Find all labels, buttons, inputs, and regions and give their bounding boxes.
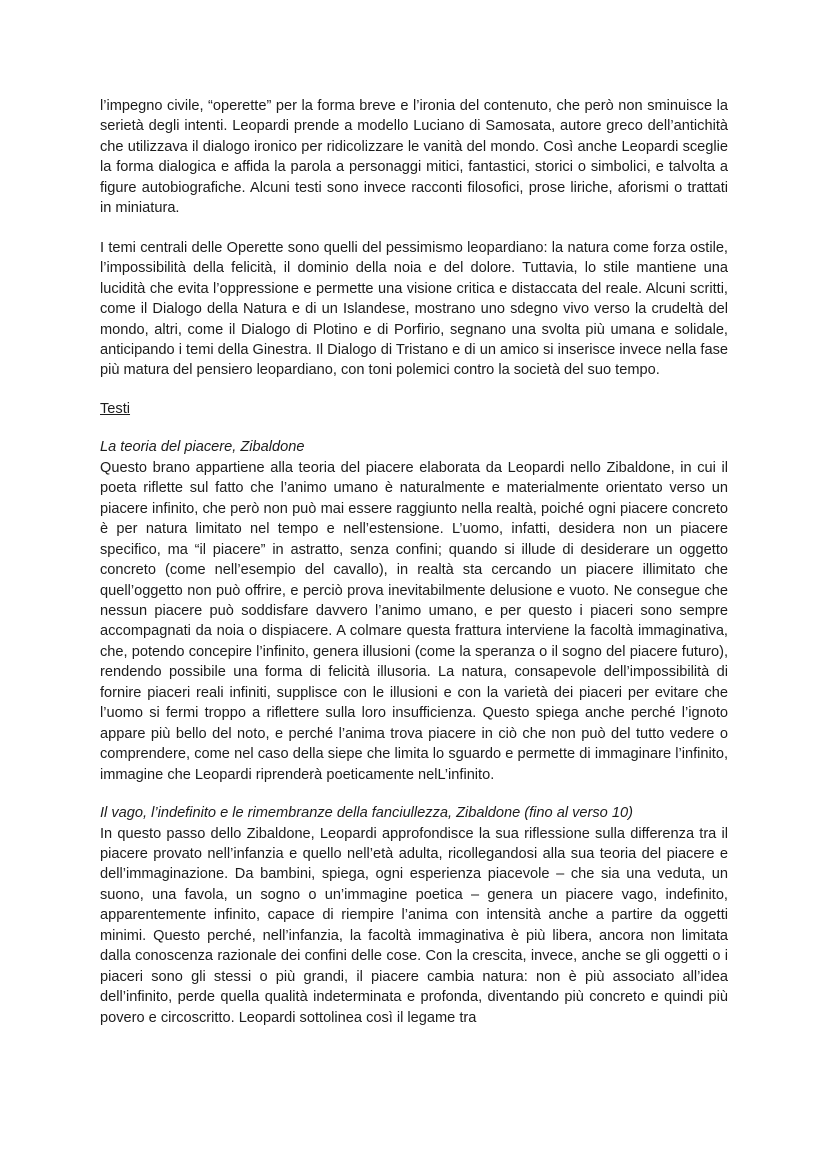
text-title: La teoria del piacere, Zibaldone bbox=[100, 439, 305, 456]
text-body: In questo passo dello Zibaldone, Leopardi approfondisce la sua riflessione sulla differenza tra il piacere provato nell’infanzia e quello nell’età adulta, ricollegandosi alla sua teoria del piacere e dell’immaginazione. Da bambini, spiega, ogni esperienza piacevole – che sia una veduta, un suono, una favola, un sogno o un’immagine poetica – genera un piacere vago, indefinito, apparentemente infinito, capace di riempire l’anima con intensità anche a partire da oggetti minimi. Questo perché, nell’infanzia, la facoltà immaginativa è più libera, ancora non limitata dalla conoscenza razionale dei confini delle cose. Con la crescita, invece, anche se gli oggetti o i piaceri sono gli stessi o più grandi, il piacere cambia natura: non è più associato all’idea dell’infinito, perde quella qualità indeterminata e profonda, diventando più concreto e quindi più povero e circoscritto. Leopardi sottolinea così il legame tra bbox=[100, 825, 728, 1026]
intro-paragraph-2: I temi centrali delle Operette sono quelli del pessimismo leopardiano: la natura come forza ostile, l’impossibilità della felicità, il dominio della noia e del dolore. Tuttavia, lo stile mantiene una lucidità che evita l’oppressione e permette una visione critica e distaccata del reale. Alcuni scritti, come il Dialogo della Natura e di un Islandese, mostrano uno sdegno vivo verso la crudeltà del mondo, altri, come il Dialogo di Plotino e di Porfirio, segnano una svolta più umana e solidale, anticipando i temi della Ginestra. Il Dialogo di Tristano e di un amico si inserisce invece nella fase più matura del pensiero leopardiano, con toni polemici contro la società del suo tempo. bbox=[100, 239, 728, 379]
text-title: Il vago, l’indefinito e le rimembranze della fanciullezza, Zibaldone (fino al verso 10) bbox=[100, 805, 633, 822]
section-heading: Testi bbox=[100, 400, 131, 417]
document-page bbox=[100, 96, 728, 1028]
text-block-vago-indefinito bbox=[100, 803, 728, 1028]
intro-paragraph-1: l’impegno civile, “operette” per la forma breve e l’ironia del contenuto, che però non sminuisce la serietà degli intenti. Leopardi prende a modello Luciano di Samosata, autore greco dell’antichità che utilizzava il dialogo ironico per ridicolizzare le vanità del mondo. Così anche Leopardi sceglie la forma dialogica e affida la parola a personaggi mitici, fantastici, storici o simbolici, e talvolta a figure autobiografiche. Alcuni testi sono invece racconti filosofici, prose liriche, aforismi o trattati in miniatura. bbox=[100, 98, 728, 217]
text-body: Questo brano appartiene alla teoria del piacere elaborata da Leopardi nello Zibaldone, in cui il poeta riflette sul fatto che l’animo umano è naturalmente e materialmente orientato verso un piacere infinito, che però non può mai essere raggiunto nella realtà, poiché ogni piacere concreto è per natura limitato nel tempo e nell’estensione. L’uomo, infatti, desidera non un piacere specifico, ma “il piacere” in astratto, senza confini; quando si illude di desiderare un oggetto concreto (come nell’esempio del cavallo), in realtà sta cercando un piacere illimitato che quell’oggetto non può offrire, e perciò prova inevitabilmente delusione e vuoto. Ne consegue che nessun piacere può soddisfare davvero l’animo umano, e per questo i piaceri sono sempre accompagnati da noia o dispiacere. A colmare questa frattura interviene la facoltà immaginativa, che, potendo concepire l’infinito, genera illusioni (come la speranza o il sogno del piacere futuro), rendendo possibile una forma di felicità illusoria. La natura, consapevole dell’impossibilità di fornire piaceri reali infiniti, supplisce con le illusioni e con la varietà dei piaceri per evitare che l’uomo si fermi troppo a riflettere sulla loro insufficienza. Questo spiega anche perché l’ignoto appare più bello del noto, e perché l’anima trova piacere in ciò che non può del tutto vedere o comprendere, come nel caso della siepe che limita lo sguardo e permette di immaginare l’infinito, immagine che Leopardi riprenderà poeticamente nelL’infinito. bbox=[100, 459, 728, 783]
section-testi bbox=[100, 399, 728, 419]
text-block-teoria-piacere bbox=[100, 437, 728, 785]
